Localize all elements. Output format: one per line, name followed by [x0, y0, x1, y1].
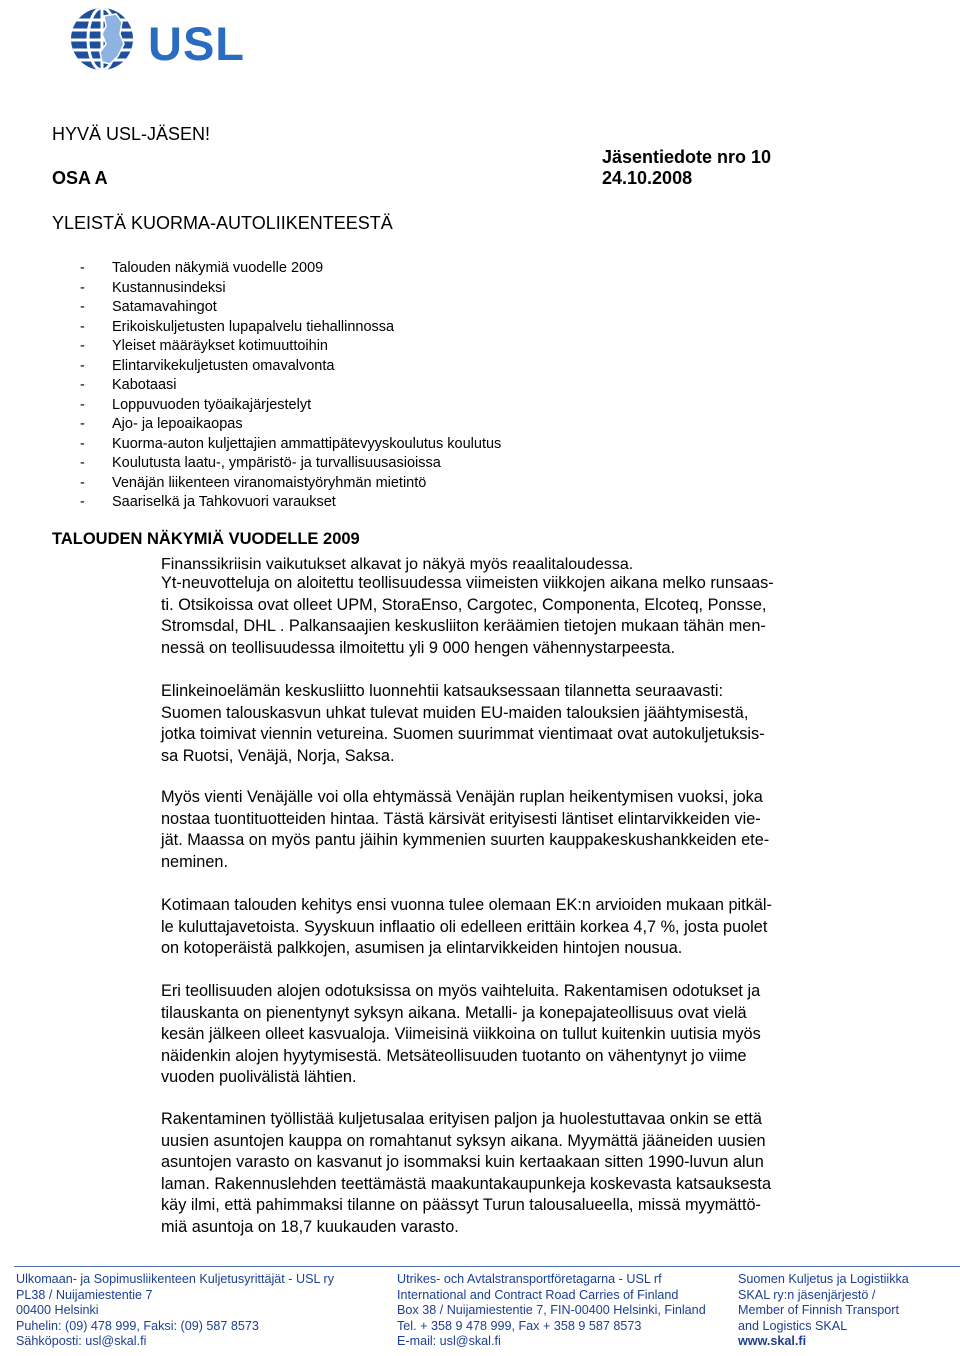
topic-item: - Kustannusindeksi: [80, 279, 226, 296]
paragraph: Rakentaminen työllistää kuljetusalaa erityisen paljon ja huolestuttavaa onkin se että uusien asuntojen kauppa on romahtanut syksyn aikana. Myymättä jääneiden uusien asuntojen varasto on kasvanut jo isommaksi kuin kertaakaan sitten 1990-luvun alun laman. Rakennuslehden teettämästä maakuntakaupunkeja koskevasta katsauksesta käy ilmi, että pahimmaksi tilanne on päässyt Turun talousalueella, missä myymättö- miä asuntoja on 18,7 kuukauden varasto.: [161, 1110, 772, 1236]
footer-col-finnish: Ulkomaan- ja Sopimusliikenteen Kuljetusyrittäjät - USL ry PL38 / Nuijamiestentie 7 00400 Helsinki Puhelin: (09) 478 999, Faksi: (09) 587 8573 Sähköposti: usl@skal.fi: [16, 1272, 335, 1349]
topic-item: - Loppuvuoden työaikajärjestelyt: [80, 396, 312, 413]
paragraph: Myös vienti Venäjälle voi olla ehtymässä Venäjän ruplan heikentymisen vuoksi, joka nostaa tuontituotteiden hintaa. Tästä kärsivät erityisesti läntiset elintarvikkeiden vie- jät. Maassa on myös pantu jäihin kymmenien suurten kauppakeskushankkeiden ete- neminen.: [161, 788, 770, 871]
topic-item: - Kuorma-auton kuljettajien ammattipätevyyskoulutus koulutus: [80, 435, 502, 452]
topic-item: - Satamavahingot: [80, 299, 217, 315]
footer-website-link[interactable]: www.skal.fi: [738, 1334, 807, 1349]
newsletter-number: Jäsentiedote nro 10: [602, 147, 772, 167]
footer-col-skal: Suomen Kuljetus ja Logistiikka SKAL ry:n jäsenjärjestö / Member of Finnish Transport and Logistics SKAL www.skal.fi: [738, 1272, 909, 1349]
section-intro: Finanssikriisin vaikutukset alkavat jo näkyä myös reaalitaloudessa.: [161, 556, 634, 573]
footer-email-link[interactable]: E-mail: usl@skal.fi: [397, 1334, 501, 1349]
topic-item: - Erikoiskuljetusten lupapalvelu tiehallinnossa: [80, 318, 395, 335]
topic-item: - Elintarvikekuljetusten omavalvonta: [80, 357, 335, 374]
footer-email-link[interactable]: Sähköposti: usl@skal.fi: [16, 1334, 147, 1349]
topic-list: [80, 259, 501, 513]
part-label: OSA A: [52, 168, 108, 188]
logo-wordmark: USL: [148, 17, 245, 70]
paragraph: Yt-neuvotteluja on aloitettu teollisuudessa viimeisten viikkojen aikana melko runsaas- ti. Otsikoissa ovat olleet UPM, StoraEnso, Cargotec, Componenta, Elcoteq, Ponsse, Stromsdal, DHL . Palkansaajien keskusliiton keräämien tietojen mukaan tähän men- nessä on teollisuudessa ilmoitettu yli 9 000 hengen vähennystarpeesta.: [161, 574, 774, 657]
topic-item: - Yleiset määräykset kotimuuttoihin: [80, 338, 328, 354]
topic-item: - Saariselkä ja Tahkovuori varaukset: [80, 494, 336, 510]
overview-title: YLEISTÄ KUORMA-AUTOLIIKENTEESTÄ: [52, 213, 393, 233]
topic-item: - Ajo- ja lepoaikaopas: [80, 416, 243, 432]
newsletter-date: 24.10.2008: [602, 168, 693, 188]
topic-item: - Kabotaasi: [80, 377, 177, 393]
footer-divider: [14, 1266, 960, 1267]
footer-col-swedish-english: Utrikes- och Avtalstransportföretagarna - USL rf International and Contract Road Carries of Finland Box 38 / Nuijamiestentie 7, FIN-00400 Helsinki, Finland Tel. + 358 9 478 999, Fax + 358 9 587 8573 E-mail: usl@skal.fi: [397, 1272, 706, 1349]
paragraph: Eri teollisuuden alojen odotuksissa on myös vaihteluita. Rakentamisen odotukset ja tilauskanta on pienentynyt syksyn aikana. Metalli- ja konepajateollisuus ovat vielä kesän jälkeen olleet kasvualoja. Viimeisinä viikkoina on tullut kuitenkin uutisia myös näidenkin alojen hyytymisestä. Metsäteollisuuden tuotanto on vähentynyt jo viime vuoden puolivälistä lähtien.: [161, 982, 761, 1086]
topic-item: - Venäjän liikenteen viranomaistyöryhmän mietintö: [80, 474, 427, 491]
topic-item: - Koulutusta laatu-, ympäristö- ja turvallisuusasioissa: [80, 455, 441, 471]
section-title: TALOUDEN NÄKYMIÄ VUODELLE 2009: [52, 530, 360, 548]
paragraph: Kotimaan talouden kehitys ensi vuonna tulee olemaan EK:n arvioiden mukaan pitkäl- le kuluttajavetoista. Syyskuun inflaatio oli edelleen erittäin korkea 4,7 %, josta puolet on kotoperäistä palkkojen, asumisen ja elintarvikkeiden hintojen nousua.: [161, 896, 772, 957]
topic-item: - Talouden näkymiä vuodelle 2009: [80, 260, 324, 276]
greeting: HYVÄ USL-JÄSEN!: [52, 124, 211, 144]
paragraph: Elinkeinoelämän keskusliitto luonnehtii katsauksessaan tilannetta seuraavasti: Suomen talouskasvun uhkat tulevat muiden EU-maiden talouksien jäähtymisestä, jotka toimivat viennin vetureina. Suomen suurimmat vientimaat ovat autokuljetuksis- sa Ruotsi, Venäjä, Norja, Saksa.: [161, 682, 765, 765]
